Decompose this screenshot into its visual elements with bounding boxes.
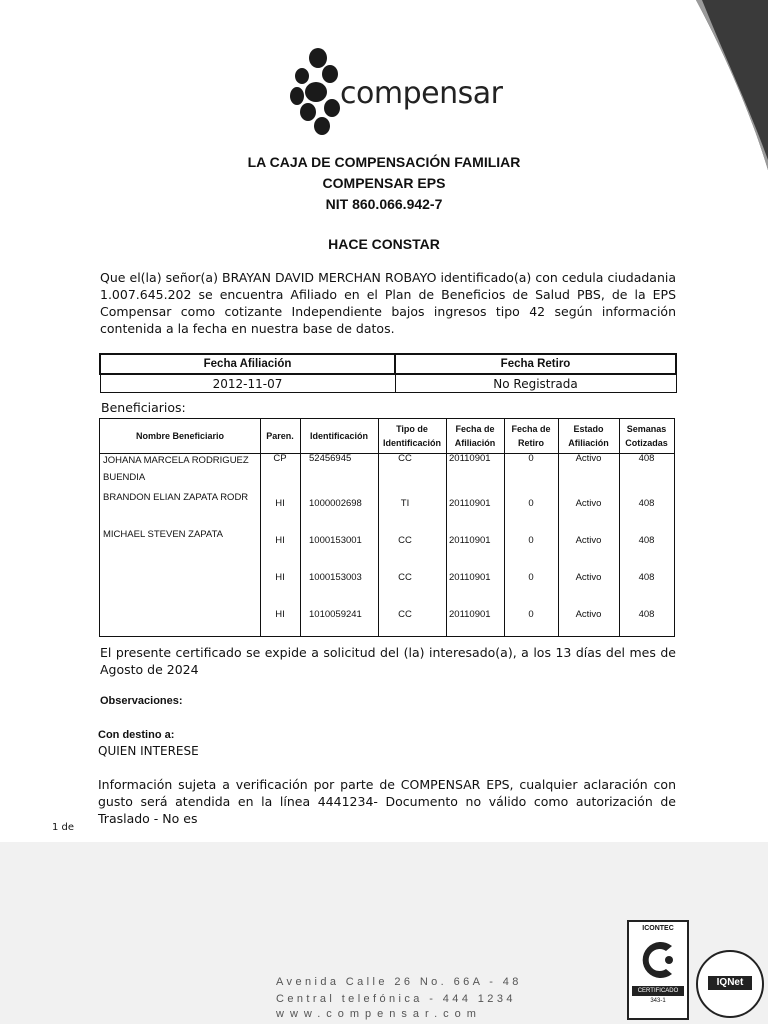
cell-estado: Activo bbox=[575, 609, 602, 620]
cell-tipo: CC bbox=[398, 535, 412, 546]
col-header-semanas: Semanas Cotizadas bbox=[625, 424, 668, 448]
cell-semanas: 408 bbox=[638, 453, 655, 464]
icontec-logo-icon bbox=[638, 938, 678, 982]
page-corner-fold bbox=[658, 0, 768, 170]
footer-phone: Central telefónica - 444 1234 bbox=[276, 993, 516, 1005]
icontec-label: ICONTEC bbox=[642, 925, 674, 932]
fecha-afiliacion-value: 2012-11-07 bbox=[100, 374, 395, 393]
destino-label: Con destino a: bbox=[98, 729, 175, 741]
compensar-dots-icon bbox=[288, 46, 348, 138]
cell-identificacion: 52456945 bbox=[309, 453, 352, 464]
cell-identificacion: 1010059241 bbox=[309, 609, 362, 620]
cell-identificacion: 1000153003 bbox=[309, 572, 362, 583]
fecha-retiro-header: Fecha Retiro bbox=[395, 354, 676, 374]
cell-semanas: 408 bbox=[638, 535, 655, 546]
cell-estado: Activo bbox=[575, 498, 602, 509]
logo-wordmark: compensar bbox=[340, 76, 503, 111]
beneficiarios-label: Beneficiarios: bbox=[101, 400, 186, 415]
iqnet-label: IQNet bbox=[708, 976, 752, 990]
observaciones-label: Observaciones: bbox=[100, 695, 183, 707]
cell-nombre: JOHANA MARCELA RODRIGUEZ BUENDIA bbox=[103, 455, 249, 483]
beneficiaries-table bbox=[99, 418, 675, 637]
org-name: LA CAJA DE COMPENSACIÓN FAMILIAR bbox=[247, 154, 521, 170]
cell-semanas: 408 bbox=[638, 572, 655, 583]
cell-paren: HI bbox=[275, 572, 285, 583]
cell-fecha-retiro: 0 bbox=[528, 535, 534, 546]
cell-semanas: 408 bbox=[638, 609, 655, 620]
cell-fecha-afiliacion: 20110901 bbox=[449, 535, 491, 546]
icontec-certification-badge bbox=[627, 920, 689, 1020]
cell-fecha-afiliacion: 20110901 bbox=[449, 453, 491, 464]
cell-tipo: TI bbox=[400, 498, 410, 509]
cell-semanas: 408 bbox=[638, 498, 655, 509]
page-number: 1 de bbox=[52, 822, 75, 833]
cell-estado: Activo bbox=[575, 572, 602, 583]
cell-paren: CP bbox=[273, 453, 287, 464]
affiliation-dates-table bbox=[99, 353, 677, 393]
col-header-paren: Paren. bbox=[266, 431, 294, 441]
cell-fecha-retiro: 0 bbox=[528, 572, 534, 583]
cell-nombre: BRANDON ELIAN ZAPATA RODR bbox=[103, 492, 249, 503]
cell-fecha-afiliacion: 20110901 bbox=[449, 498, 491, 509]
nit-number: NIT 860.066.942-7 bbox=[325, 196, 443, 212]
cell-tipo: CC bbox=[398, 453, 412, 464]
fecha-retiro-value: No Registrada bbox=[395, 374, 676, 393]
document-title: HACE CONSTAR bbox=[328, 236, 440, 252]
col-header-identificacion: Identificación bbox=[309, 431, 368, 441]
cell-tipo: CC bbox=[398, 609, 412, 620]
cell-identificacion: 1000153001 bbox=[309, 535, 362, 546]
cell-paren: HI bbox=[275, 535, 285, 546]
destino-value: QUIEN INTERESE bbox=[98, 744, 199, 758]
cell-fecha-retiro: 0 bbox=[528, 498, 534, 509]
disclaimer-paragraph: Información sujeta a verificación por parte de COMPENSAR EPS, cualquier aclaración con gusto será atendida en la línea 4441234- Documento no válido como autorización de Traslado - No es bbox=[98, 777, 676, 826]
cell-paren: HI bbox=[275, 498, 285, 509]
cell-fecha-afiliacion: 20110901 bbox=[449, 609, 491, 620]
cell-fecha-retiro: 0 bbox=[528, 453, 534, 464]
col-header-fecha-afiliacion: Fecha de Afiliación bbox=[454, 424, 496, 448]
cell-fecha-afiliacion: 20110901 bbox=[449, 572, 491, 583]
iqnet-badge bbox=[696, 950, 764, 1018]
col-header-fecha-retiro: Fecha de Retiro bbox=[511, 424, 551, 448]
icontec-certificado-label: CERTIFICADO bbox=[632, 986, 684, 996]
col-header-nombre: Nombre Beneficiario bbox=[135, 431, 225, 441]
compensar-logo bbox=[288, 46, 503, 138]
cell-estado: Activo bbox=[575, 453, 602, 464]
icontec-code: 343-1 bbox=[650, 998, 666, 1004]
intro-paragraph: Que el(la) señor(a) BRAYAN DAVID MERCHAN ROBAYO identificado(a) con cedula ciudadania 1.007.645.202 se encuentra Afiliado en el Plan de Beneficios de Salud PBS, de la EPS Compensar como cotizante Independiente bajos ingresos tipo 42 según información contenida a la fecha en nuestra base de datos. bbox=[100, 270, 676, 336]
cell-fecha-retiro: 0 bbox=[528, 609, 534, 620]
eps-name: COMPENSAR EPS bbox=[322, 175, 446, 191]
cell-identificacion: 1000002698 bbox=[309, 498, 362, 509]
issue-paragraph: El presente certificado se expide a solicitud del (la) interesado(a), a los 13 días del mes de Agosto de 2024 bbox=[100, 645, 676, 677]
cell-estado: Activo bbox=[575, 535, 602, 546]
fecha-afiliacion-header: Fecha Afiliación bbox=[100, 354, 395, 374]
cell-paren: HI bbox=[275, 609, 285, 620]
footer-website: www.compensar.com bbox=[276, 1008, 482, 1020]
cell-nombre: MICHAEL STEVEN ZAPATA bbox=[103, 529, 224, 540]
footer-address: Avenida Calle 26 No. 66A - 48 bbox=[276, 976, 522, 988]
col-header-tipo: Tipo de Identificación bbox=[382, 424, 441, 448]
cell-tipo: CC bbox=[398, 572, 412, 583]
col-header-estado: Estado Afiliación bbox=[568, 424, 609, 448]
